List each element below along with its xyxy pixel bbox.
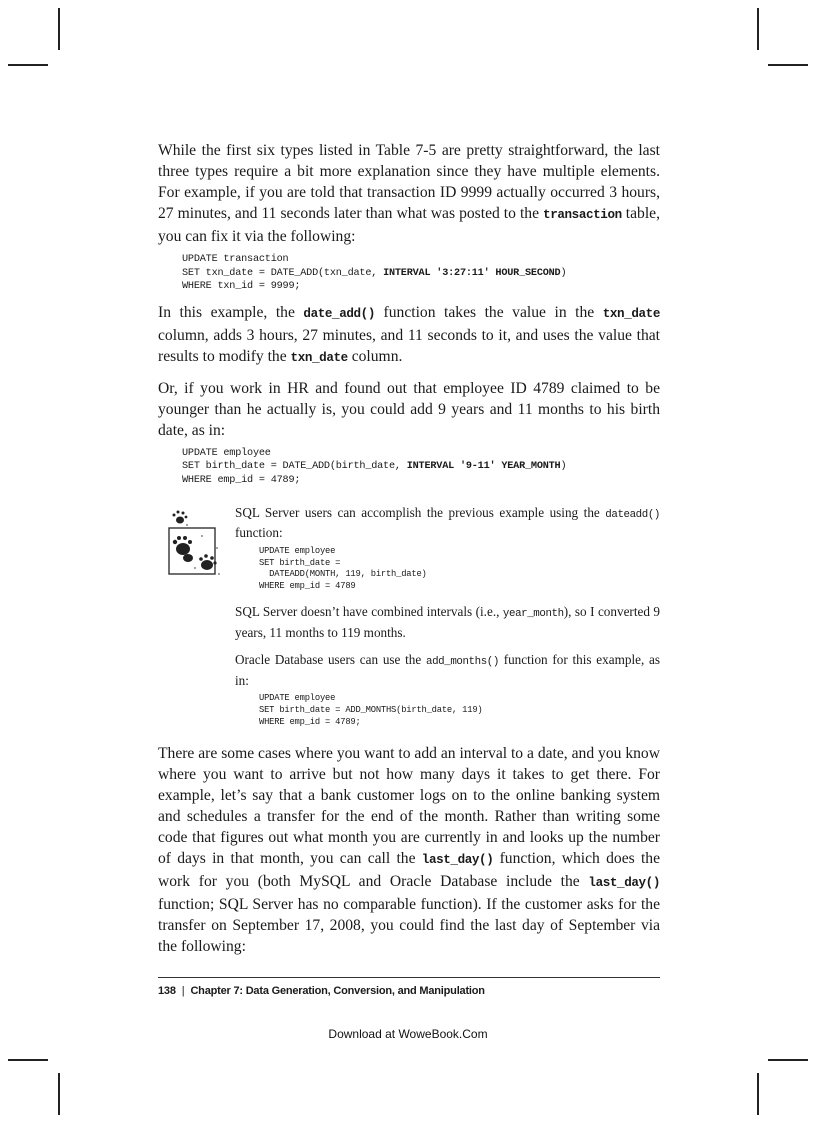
inline-code: txn_date: [602, 306, 660, 321]
crop-mark: [757, 8, 759, 50]
paragraph: Or, if you work in HR and found out that employee ID 4789 claimed to be younger than he actually is, you could add 9 years and 11 months to his birth date, as in:: [158, 379, 660, 439]
page-footer: [158, 985, 485, 997]
note-code-block: UPDATE employee SET birth_date = ADD_MONTHS(birth_date, 119) WHERE emp_id = 4789;: [259, 693, 483, 727]
footer-rule: [158, 977, 660, 978]
note-body: [235, 504, 660, 729]
paragraph: While the first six types listed in Table 7-5 are pretty straightforward, the last three types require a bit more explanation since they have multiple elements. For example, if you are told that transaction ID 9999 actually occurred 3 hours, 27 minutes, and 11 seconds later than what was posted to the transaction table, you can fix it via the following:: [158, 142, 660, 245]
note-paragraph: SQL Server users can accomplish the previous example using the dateadd() function:: [235, 504, 660, 541]
crop-mark: [8, 64, 48, 66]
code-block: UPDATE employee SET birth_date = DATE_ADD(birth_date, INTERVAL '9-11' YEAR_MONTH) WHERE emp_id = 4789;: [182, 447, 567, 486]
footer-separator: |: [181, 985, 185, 997]
tip-note: [158, 504, 660, 729]
inline-code: date_add(): [303, 306, 375, 321]
note-code-block: UPDATE employee SET birth_date = DATEADD(MONTH, 119, birth_date) WHERE emp_id = 4789: [259, 545, 427, 592]
inline-code: txn_date: [290, 350, 348, 365]
inline-code: add_months(): [426, 656, 499, 669]
download-watermark: Download at WoweBook.Com: [328, 1027, 488, 1041]
code-block: UPDATE transaction SET txn_date = DATE_ADD(txn_date, INTERVAL '3:27:11' HOUR_SECOND) WHERE txn_id = 9999;: [182, 254, 567, 293]
inline-code: year_month: [502, 607, 564, 620]
paragraph: In this example, the date_add() function takes the value in the txn_date column, adds 3 hours, 27 minutes, and 11 seconds to it, and uses the value that results to modify the txn_date column.: [158, 303, 660, 365]
crop-mark: [58, 1073, 60, 1115]
crop-mark: [58, 8, 60, 50]
inline-code: last_day(): [421, 852, 494, 867]
crop-mark: [757, 1073, 759, 1115]
crop-mark: [768, 64, 808, 66]
note-paragraph: Oracle Database users can use the add_months() function for this example, as in:: [235, 652, 660, 688]
inline-code: transaction: [543, 208, 622, 222]
chapter-title: Chapter 7: Data Generation, Conversion, and Manipulation: [190, 985, 485, 997]
inline-code: dateadd(): [605, 508, 660, 521]
crop-mark: [8, 1059, 48, 1061]
crop-mark: [768, 1059, 808, 1061]
inline-code: last_day(): [588, 875, 660, 890]
note-paragraph: SQL Server doesn’t have combined intervals (i.e., year_month), so I converted 9 years, 11 months to 119 months.: [235, 603, 661, 640]
tip-paw-icon: [157, 508, 227, 580]
paragraph: There are some cases where you want to add an interval to a date, and you know where you want to arrive but not how many days it takes to get there. For example, let’s say that a bank customer logs on to the online banking system and schedules a transfer for the end of the month. Rather than writing some code that figures out what month you are currently in and looks up the number of days in that month, you can call the last_day() function, which does the work for you (both MySQL and Oracle Database include the last_day() function; SQL Server has no comparable function). If the customer asks for the transfer on September 17, 2008, you could find the last day of September via the following:: [158, 744, 661, 955]
page-body: [158, 140, 660, 957]
page-number: 138: [158, 985, 176, 997]
